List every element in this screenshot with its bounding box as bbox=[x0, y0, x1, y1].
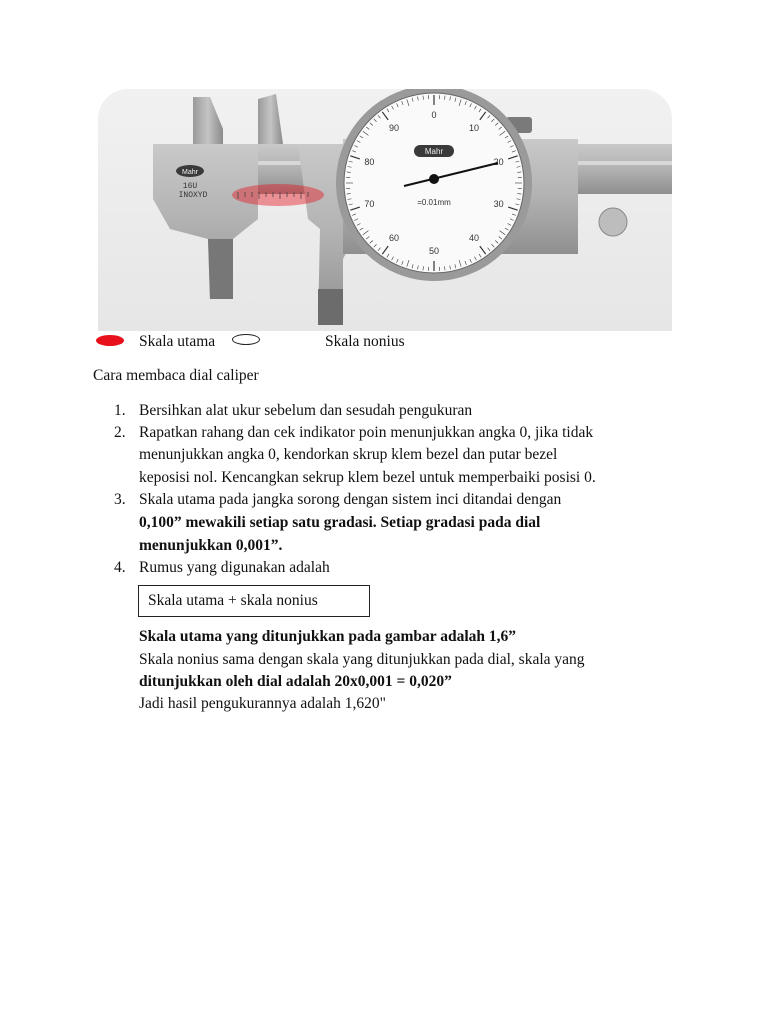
step-1-number: 1. bbox=[114, 402, 126, 419]
jaw-text-2: INOXYD bbox=[178, 191, 208, 200]
dial-number: 20 bbox=[493, 156, 504, 167]
jaw-text-1: 16U bbox=[182, 182, 198, 191]
step-2-line-2: menunjukkan angka 0, kendorkan skrup klem bezel dan putar bezel bbox=[139, 446, 558, 463]
step-2-line-3: keposisi nol. Kencangkan sekrup klem bezel untuk memperbaiki posisi 0. bbox=[139, 469, 596, 486]
formula-text: Skala utama + skala nonius bbox=[148, 592, 318, 609]
main-scale-marker-icon bbox=[96, 335, 124, 346]
dial-brand-logo: Mahr bbox=[424, 147, 444, 156]
dial-number: 40 bbox=[468, 233, 479, 244]
explanation-line-1: Skala utama yang ditunjukkan pada gambar adalah 1,6” bbox=[139, 628, 517, 645]
dial-number: 30 bbox=[493, 199, 504, 210]
step-2-line-1: Rapatkan rahang dan cek indikator poin menunjukkan angka 0, jika tidak bbox=[139, 424, 594, 441]
step-3-line-3: menunjukkan 0,001”. bbox=[139, 537, 283, 554]
dial-number: 90 bbox=[389, 122, 400, 133]
step-3-line-2: 0,100” mewakili setiap satu gradasi. Setiap gradasi pada dial bbox=[139, 514, 541, 531]
vernier-marker-icon bbox=[232, 334, 260, 345]
formula-box bbox=[138, 585, 370, 617]
step-2-number: 2. bbox=[114, 424, 126, 441]
dial-number: 80 bbox=[364, 156, 375, 167]
brand-logo: Mahr bbox=[182, 169, 198, 176]
explanation-line-3: ditunjukkan oleh dial adalah 20x0,001 = 0,020” bbox=[139, 673, 452, 690]
explanation-line-2: Skala nonius sama dengan skala yang ditunjukkan pada dial, skala yang bbox=[139, 651, 585, 668]
caliper-photo bbox=[98, 89, 672, 331]
step-3-line-1: Skala utama pada jangka sorong dengan sistem inci ditandai dengan bbox=[139, 491, 562, 508]
step-4-number: 4. bbox=[114, 559, 126, 576]
dial-number: 0 bbox=[431, 110, 437, 120]
legend-vernier-label: Skala nonius bbox=[325, 333, 405, 350]
legend-main-scale-label: Skala utama bbox=[139, 333, 216, 350]
step-1-text: Bersihkan alat ukur sebelum dan sesudah pengukuran bbox=[139, 402, 473, 419]
dial-number: 60 bbox=[389, 233, 400, 244]
step-4-text: Rumus yang digunakan adalah bbox=[139, 559, 330, 576]
step-3-number: 3. bbox=[114, 491, 126, 508]
dial-hub bbox=[429, 174, 439, 184]
dial-number: 10 bbox=[468, 122, 479, 133]
explanation-line-4: Jadi hasil pengukurannya adalah 1,620" bbox=[139, 695, 386, 712]
dial-caliper-illustration bbox=[98, 89, 672, 331]
main-scale-highlight bbox=[232, 184, 324, 206]
dial-number: 50 bbox=[428, 246, 440, 256]
dial-unit-label: =0.01mm bbox=[417, 198, 451, 207]
dial-number: 70 bbox=[364, 199, 375, 210]
intro-heading: Cara membaca dial caliper bbox=[93, 367, 259, 384]
